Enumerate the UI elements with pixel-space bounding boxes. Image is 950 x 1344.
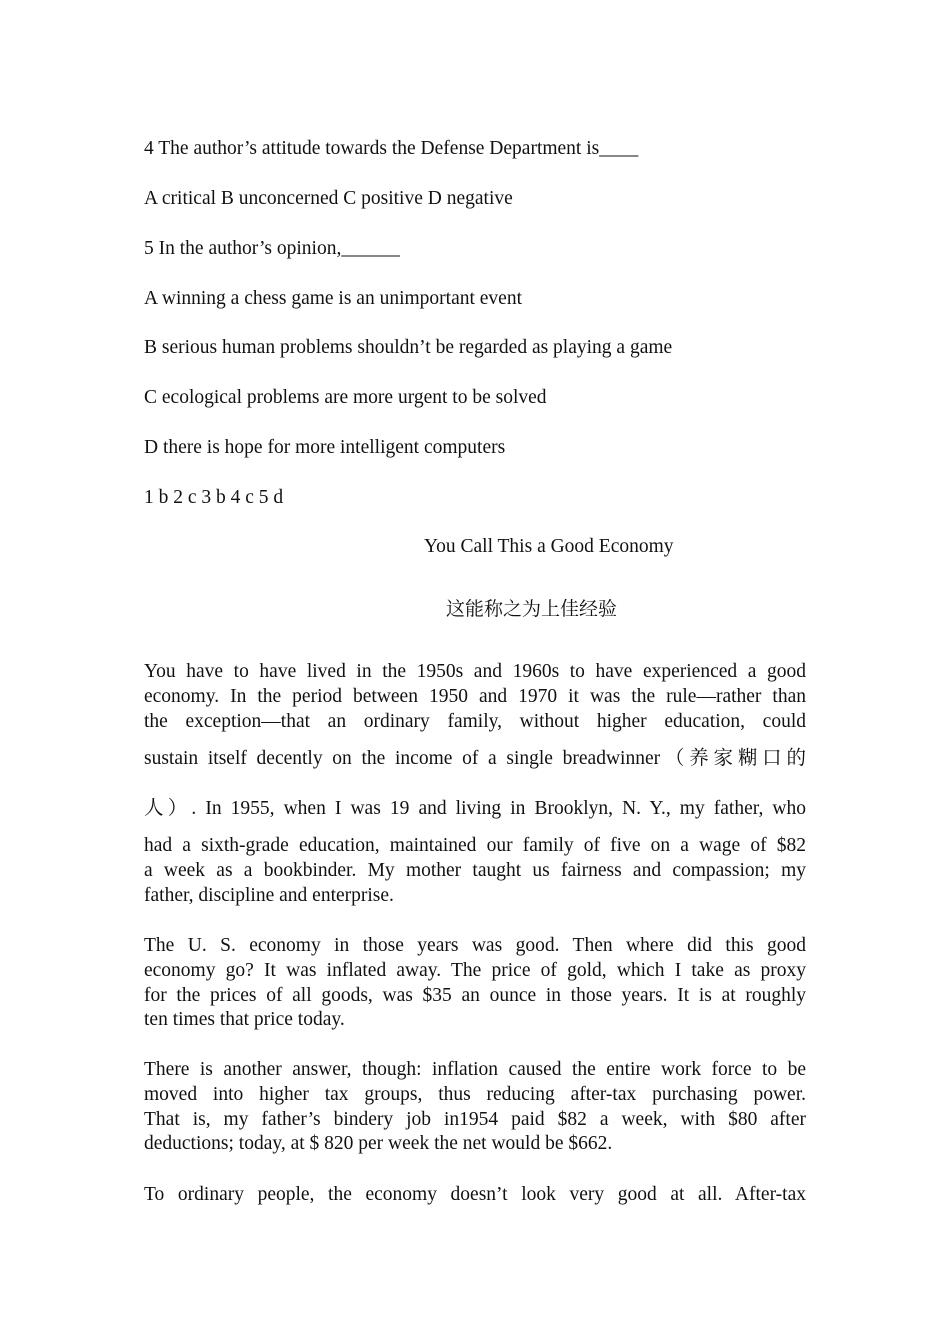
paragraph-2-line-1: The U. S. economy in those years was good. Then where did this good — [144, 935, 806, 956]
paragraph-1-line-6: had a sixth-grade education, maintained our family of five on a wage of $82 — [144, 835, 806, 857]
article-title-chinese: 这能称之为上佳经验 — [446, 598, 618, 620]
paragraph-4 — [144, 1183, 806, 1208]
paragraph-3-line-4: deductions; today, at $ 820 per week the net would be $662. — [144, 1133, 613, 1155]
question-5-option-b: B serious human problems shouldn’t be regarded as playing a game — [144, 337, 673, 358]
paragraph-2-line-3: for the prices of all goods, was $35 an ounce in those years. It is at roughly — [144, 984, 806, 1006]
question-5-option-c: C ecological problems are more urgent to be solved — [144, 387, 547, 408]
paragraph-3-line-1: There is another answer, though: inflation caused the entire work force to be — [144, 1059, 806, 1080]
paragraph-1-line-8: father, discipline and enterprise. — [144, 884, 394, 906]
paragraph-1-line-2: economy. In the period between 1950 and 1970 it was the rule—rather than — [144, 685, 806, 707]
question-5-option-d: D there is hope for more intelligent computers — [144, 437, 506, 458]
question-5: 5 In the author’s opinion,______ — [144, 238, 400, 259]
paragraph-2-line-2: economy go? It was inflated away. The price of gold, which I take as proxy — [144, 959, 806, 981]
paragraph-4-line-1: To ordinary people, the economy doesn’t look very good at all. After-tax — [144, 1184, 806, 1205]
question-5-option-a: A winning a chess game is an unimportant event — [144, 288, 523, 309]
paragraph-1-line-5: 人）. In 1955, when I was 19 and living in Brooklyn, N. Y., my father, who — [144, 798, 806, 820]
paragraph-3 — [144, 1058, 806, 1157]
article-title-english: You Call This a Good Economy — [424, 536, 674, 557]
paragraph-3-line-3: That is, my father’s bindery job in1954 paid $82 a week, with $80 after — [144, 1108, 806, 1130]
question-4-options: A critical B unconcerned C positive D negative — [144, 188, 513, 209]
paragraph-1-line-1: You have to have lived in the 1950s and 1960s to have experienced a good — [144, 661, 806, 682]
paragraph-1-line-4: sustain itself decently on the income of a single breadwinner（养家糊口的 — [144, 748, 806, 770]
paragraph-1-line-7: a week as a bookbinder. My mother taught us fairness and compassion; my — [144, 860, 806, 882]
paragraph-1-line-3: the exception—that an ordinary family, without higher education, could — [144, 710, 806, 732]
question-4: 4 The author’s attitude towards the Defense Department is____ — [144, 138, 639, 159]
paragraph-2 — [144, 934, 806, 1033]
paragraph-1 — [144, 660, 806, 909]
paragraph-2-line-4: ten times that price today. — [144, 1009, 345, 1031]
paragraph-3-line-2: moved into higher tax groups, thus reducing after-tax purchasing power. — [144, 1083, 806, 1105]
answer-key: 1 b 2 c 3 b 4 c 5 d — [144, 487, 284, 508]
